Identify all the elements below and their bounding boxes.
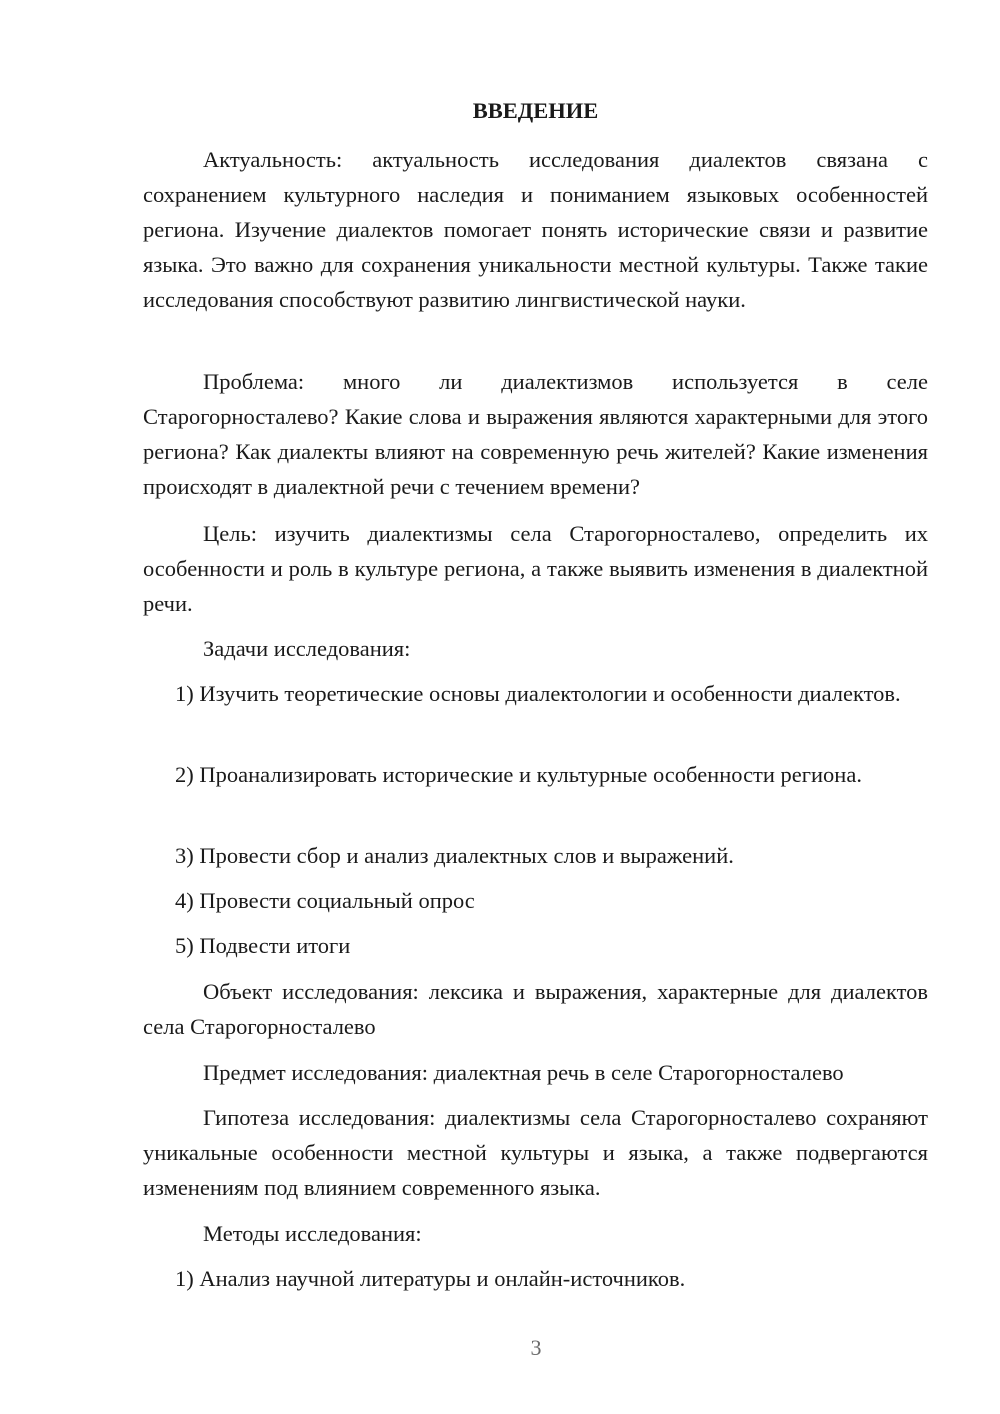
task-item-2: 2) Проанализировать исторические и культурные особенности региона. [175,762,862,787]
page-number: 3 [530,1335,542,1360]
method-item-1: 1) Анализ научной литературы и онлайн-источников. [175,1266,686,1291]
object-paragraph: Объект исследования: лексика и выражения, характерные для диалектов села Старогорносталево [143,979,928,1039]
section-title: ВВЕДЕНИЕ [472,98,599,123]
hypothesis-paragraph: Гипотеза исследования: диалектизмы села Старогорносталево сохраняют уникальные особенности местной культуры и языка, а также подвергаются изменениям под влиянием современного языка. [143,1105,928,1200]
task-item-3: 3) Провести сбор и анализ диалектных слов и выражений. [175,843,734,868]
methods-heading: Методы исследования: [203,1221,422,1246]
relevance-paragraph: Актуальность: актуальность исследования диалектов связана с сохранением культурного наследия и пониманием языковых особенностей региона. Изучение диалектов помогает понять исторические связи и развитие языка. Это важно для сохранения уникальности местной культуры. Также такие исследования способствуют развитию лингвистической науки. [143,147,928,312]
task-item-4: 4) Провести социальный опрос [175,888,475,913]
task-item-1: 1) Изучить теоретические основы диалектологии и особенности диалектов. [175,681,901,706]
goal-paragraph: Цель: изучить диалектизмы села Старогорносталево, определить их особенности и роль в культуре региона, а также выявить изменения в диалектной речи. [143,521,928,616]
problem-paragraph: Проблема: много ли диалектизмов используется в селе Старогорносталево? Какие слова и выражения являются характерными для этого региона? Как диалекты влияют на современную речь жителей? Какие изменения происходят в диалектной речи с течением времени? [143,369,928,499]
subject-paragraph: Предмет исследования: диалектная речь в селе Старогорносталево [203,1060,844,1085]
task-item-5: 5) Подвести итоги [175,933,351,958]
tasks-heading: Задачи исследования: [203,636,411,661]
